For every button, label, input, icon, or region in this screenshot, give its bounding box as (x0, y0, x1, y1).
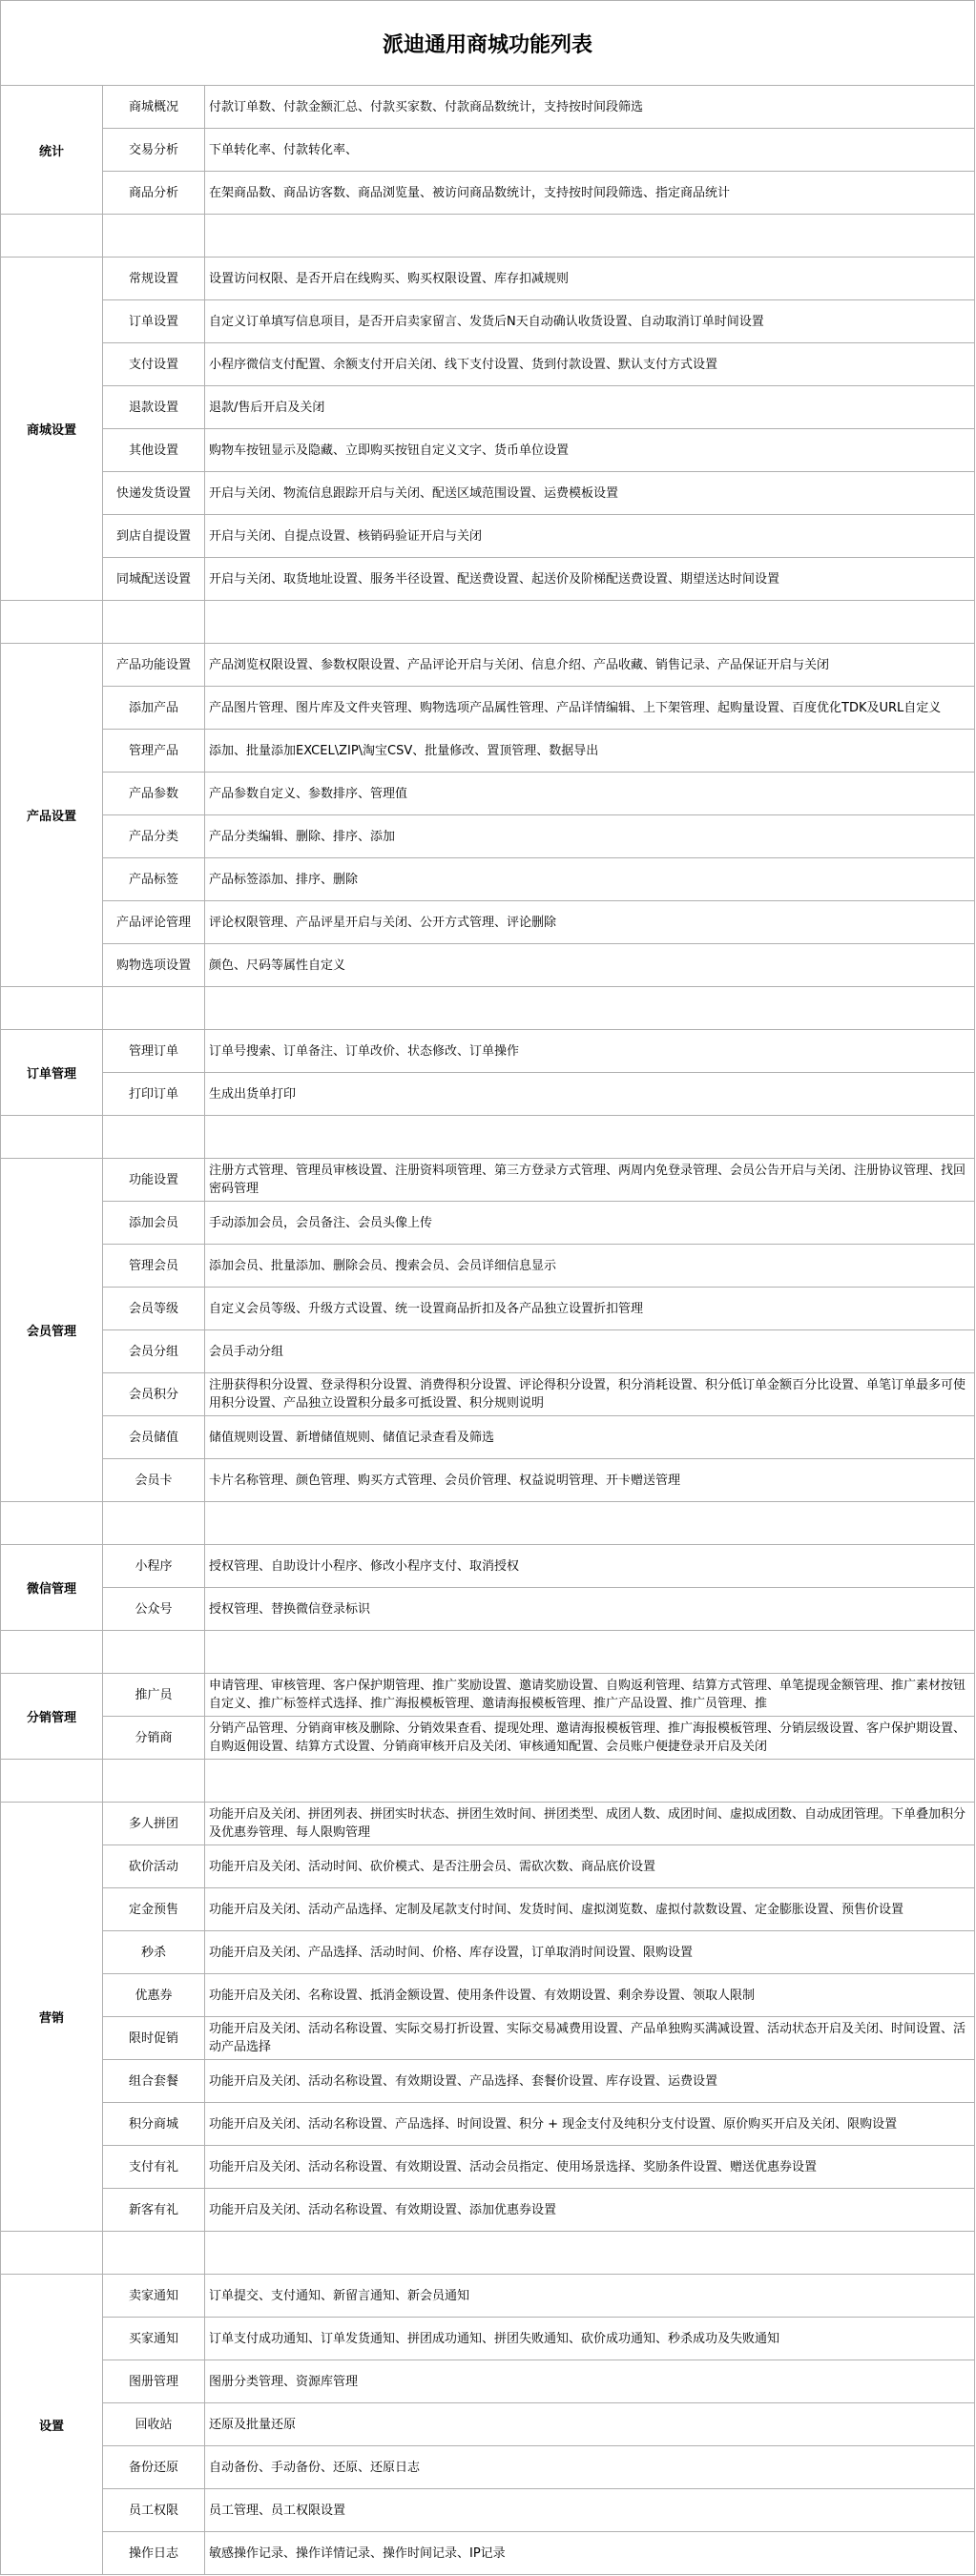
empty-cell (205, 1760, 974, 1802)
description-cell: 手动添加会员，会员备注、会员头像上传 (209, 1215, 433, 1230)
description-cell: 生成出货单打印 (209, 1086, 297, 1102)
table-row (0, 1330, 975, 1373)
module-cell: 常规设置 (103, 258, 205, 299)
table-row (0, 2060, 975, 2103)
module-cell: 多人拼团 (103, 1803, 205, 1844)
module-cell: 管理订单 (103, 1030, 205, 1072)
module-cell: 买家通知 (103, 2318, 205, 2360)
module-cell: 推广员 (103, 1674, 205, 1716)
spacer-row (0, 1631, 975, 1674)
description-cell: 敏感操作记录、操作详情记录、操作时间记录、IP记录 (209, 2545, 506, 2561)
module-cell: 限时促销 (103, 2017, 205, 2059)
table-row (0, 1073, 975, 1116)
spacer-row (0, 1116, 975, 1159)
empty-cell (205, 1116, 974, 1158)
empty-cell (1, 1502, 103, 1544)
empty-cell (103, 1631, 205, 1673)
table-row (0, 1416, 975, 1459)
empty-cell (205, 1631, 974, 1673)
table-row (0, 1459, 975, 1502)
module-cell: 功能设置 (103, 1159, 205, 1201)
module-cell: 员工权限 (103, 2489, 205, 2531)
spacer-row (0, 1760, 975, 1803)
table-row (0, 773, 975, 815)
description-cell: 功能开启及关闭、活动名称设置、有效期设置、活动会员指定、使用场景选择、奖励条件设置、赠送优惠券设置 (209, 2159, 818, 2174)
table-row (0, 2489, 975, 2532)
description-cell: 自定义会员等级、升级方式设置、统一设置商品折扣及各产品独立设置折扣管理 (209, 1301, 644, 1316)
module-cell: 分销商 (103, 1717, 205, 1759)
spacer-row (0, 987, 975, 1030)
description-cell: 功能开启及关闭、活动名称设置、产品选择、时间设置、积分 + 现金支付及纯积分支付设置、原价购买开启及关闭、限购设置 (209, 2116, 898, 2132)
empty-cell (103, 1502, 205, 1544)
description-cell: 开启与关闭、物流信息跟踪开启与关闭、配送区域范围设置、运费模板设置 (209, 485, 619, 501)
description-cell: 评论权限管理、产品评星开启与关闭、公开方式管理、评论删除 (209, 915, 557, 930)
empty-cell (205, 601, 974, 643)
empty-cell (103, 1116, 205, 1158)
table-row (0, 901, 975, 944)
module-cell: 交易分析 (103, 129, 205, 171)
table-row (0, 86, 975, 129)
description-cell: 添加、批量添加EXCEL\ZIP\淘宝CSV、批量修改、置顶管理、数据导出 (209, 743, 599, 758)
module-cell: 组合套餐 (103, 2060, 205, 2102)
description-cell: 自定义订单填写信息项目，是否开启卖家留言、发货后N天自动确认收货设置、自动取消订单时间设置 (209, 314, 764, 329)
description-cell: 功能开启及关闭、活动名称设置、实际交易打折设置、实际交易减费用设置、产品单独购买满减设置、活动状态开启及关闭、时间设置、活动产品选择 (209, 2022, 966, 2054)
table-row (0, 258, 975, 300)
table-row (0, 1931, 975, 1974)
module-cell: 图册管理 (103, 2360, 205, 2402)
description-cell: 在架商品数、商品访客数、商品浏览量、被访问商品数统计，支持按时间段筛选、指定商品统计 (209, 185, 731, 200)
description-cell: 订单提交、支付通知、新留言通知、新会员通知 (209, 2288, 470, 2303)
description-cell: 授权管理、替换微信登录标识 (209, 1601, 371, 1617)
table-row (0, 1245, 975, 1288)
description-cell: 产品分类编辑、删除、排序、添加 (209, 829, 396, 844)
spacer-row (0, 1502, 975, 1545)
module-cell: 会员卡 (103, 1459, 205, 1501)
table-row (0, 815, 975, 858)
module-cell: 打印订单 (103, 1073, 205, 1115)
table-row (0, 2103, 975, 2146)
table-row (0, 1974, 975, 2017)
category-label: 商城设置 (0, 258, 103, 601)
description-cell: 授权管理、自助设计小程序、修改小程序支付、取消授权 (209, 1558, 520, 1574)
empty-cell (1, 1760, 103, 1802)
table-row (0, 687, 975, 730)
category-label: 营销 (0, 1803, 103, 2232)
empty-cell (205, 987, 974, 1029)
module-cell: 订单设置 (103, 300, 205, 342)
table-row (0, 2189, 975, 2232)
table-row (0, 730, 975, 773)
module-cell: 会员分组 (103, 1330, 205, 1372)
module-cell: 快递发货设置 (103, 472, 205, 514)
module-cell: 会员积分 (103, 1373, 205, 1415)
description-cell: 功能开启及关闭、活动名称设置、有效期设置、产品选择、套餐价设置、库存设置、运费设置 (209, 2073, 718, 2089)
table-row (0, 1674, 975, 1717)
table-row (0, 515, 975, 558)
description-cell: 自动备份、手动备份、还原、还原日志 (209, 2460, 421, 2475)
module-cell: 新客有礼 (103, 2189, 205, 2231)
table-row (0, 2275, 975, 2318)
description-cell: 添加会员、批量添加、删除会员、搜索会员、会员详细信息显示 (209, 1258, 557, 1273)
description-cell: 功能开启及关闭、拼团列表、拼团实时状态、拼团生效时间、拼团类型、成团人数、成团时间、虚拟成团数、自动成团管理。下单叠加积分及优惠券管理、每人限购管理 (209, 1807, 966, 1840)
table-row (0, 1030, 975, 1073)
description-cell: 产品图片管理、图片库及文件夹管理、购物选项产品属性管理、产品详情编辑、上下架管理、起购量设置、百度优化TDK及URL自定义 (209, 700, 942, 715)
module-cell: 积分商城 (103, 2103, 205, 2145)
description-cell: 注册获得积分设置、登录得积分设置、消费得积分设置、评论得积分设置，积分消耗设置、积分低订单金额百分比设置、单笔订单最多可使用积分设置、产品独立设置积分最多可抵设置、积分规则说明 (209, 1378, 966, 1411)
table-row (0, 129, 975, 172)
empty-cell (1, 1116, 103, 1158)
module-cell: 产品功能设置 (103, 644, 205, 686)
category-label: 订单管理 (0, 1030, 103, 1116)
table-row (0, 858, 975, 901)
table-row (0, 644, 975, 687)
category-label: 设置 (0, 2275, 103, 2575)
module-cell: 添加产品 (103, 687, 205, 729)
description-cell: 会员手动分组 (209, 1344, 284, 1359)
empty-cell (103, 601, 205, 643)
category-label: 产品设置 (0, 644, 103, 987)
empty-cell (103, 1760, 205, 1802)
module-cell: 产品标签 (103, 858, 205, 900)
description-cell: 功能开启及关闭、名称设置、抵消金额设置、使用条件设置、有效期设置、剩余券设置、领取人限制 (209, 1988, 756, 2003)
table-row (0, 1588, 975, 1631)
module-cell: 支付有礼 (103, 2146, 205, 2188)
description-cell: 产品参数自定义、参数排序、管理值 (209, 786, 408, 801)
table-row (0, 944, 975, 987)
module-cell: 会员储值 (103, 1416, 205, 1458)
description-cell: 订单号搜索、订单备注、订单改价、状态修改、订单操作 (209, 1043, 520, 1059)
table-row (0, 2318, 975, 2360)
module-cell: 添加会员 (103, 1202, 205, 1244)
empty-cell (103, 987, 205, 1029)
empty-cell (103, 215, 205, 257)
description-cell: 付款订单数、付款金额汇总、付款买家数、付款商品数统计，支持按时间段筛选 (209, 99, 644, 114)
table-row (0, 1373, 975, 1416)
description-cell: 购物车按钮显示及隐藏、立即购买按钮自定义文字、货币单位设置 (209, 443, 570, 458)
description-cell: 产品标签添加、排序、删除 (209, 872, 359, 887)
module-cell: 公众号 (103, 1588, 205, 1630)
spacer-row (0, 215, 975, 258)
table-row (0, 2532, 975, 2575)
category-label: 分销管理 (0, 1674, 103, 1760)
table-row (0, 300, 975, 343)
description-cell: 储值规则设置、新增储值规则、储值记录查看及筛选 (209, 1430, 495, 1445)
spacer-row (0, 2232, 975, 2275)
description-cell: 开启与关闭、取货地址设置、服务半径设置、配送费设置、起送价及阶梯配送费设置、期望送达时间设置 (209, 571, 780, 587)
table-row (0, 1717, 975, 1760)
table-row (0, 2146, 975, 2189)
module-cell: 商城概况 (103, 86, 205, 128)
module-cell: 会员等级 (103, 1288, 205, 1329)
description-cell: 功能开启及关闭、活动产品选择、定制及尾款支付时间、发货时间、虚拟浏览数、虚拟付款数设置、定金膨胀设置、预售价设置 (209, 1902, 904, 1917)
module-cell: 回收站 (103, 2403, 205, 2445)
description-cell: 产品浏览权限设置、参数权限设置、产品评论开启与关闭、信息介绍、产品收藏、销售记录、产品保证开启与关闭 (209, 657, 830, 672)
module-cell: 产品分类 (103, 815, 205, 857)
table-row (0, 429, 975, 472)
table-row (0, 1159, 975, 1202)
module-cell: 管理会员 (103, 1245, 205, 1287)
table-row (0, 1545, 975, 1588)
category-label: 微信管理 (0, 1545, 103, 1631)
page-title: 派迪通用商城功能列表 (0, 0, 975, 86)
module-cell: 其他设置 (103, 429, 205, 471)
spacer-row (0, 601, 975, 644)
table-row (0, 472, 975, 515)
module-cell: 定金预售 (103, 1888, 205, 1930)
module-cell: 退款设置 (103, 386, 205, 428)
module-cell: 砍价活动 (103, 1845, 205, 1887)
table-row (0, 2017, 975, 2060)
module-cell: 卖家通知 (103, 2275, 205, 2317)
category-label: 会员管理 (0, 1159, 103, 1502)
category-label: 统计 (0, 86, 103, 215)
module-cell: 到店自提设置 (103, 515, 205, 557)
module-cell: 支付设置 (103, 343, 205, 385)
description-cell: 功能开启及关闭、活动时间、砍价模式、是否注册会员、需砍次数、商品底价设置 (209, 1859, 656, 1874)
empty-cell (205, 1502, 974, 1544)
table-row (0, 172, 975, 215)
description-cell: 开启与关闭、自提点设置、核销码验证开启与关闭 (209, 528, 483, 544)
description-cell: 功能开启及关闭、活动名称设置、有效期设置、添加优惠券设置 (209, 2202, 557, 2217)
module-cell: 产品评论管理 (103, 901, 205, 943)
description-cell: 还原及批量还原 (209, 2417, 297, 2432)
module-cell: 同城配送设置 (103, 558, 205, 600)
empty-cell (205, 2232, 974, 2274)
empty-cell (1, 1631, 103, 1673)
description-cell: 下单转化率、付款转化率、 (209, 142, 359, 157)
description-cell: 功能开启及关闭、产品选择、活动时间、价格、库存设置，订单取消时间设置、限购设置 (209, 1945, 694, 1960)
table-row (0, 1288, 975, 1330)
module-cell: 小程序 (103, 1545, 205, 1587)
table-row (0, 558, 975, 601)
module-cell: 优惠券 (103, 1974, 205, 2016)
module-cell: 管理产品 (103, 730, 205, 772)
description-cell: 颜色、尺码等属性自定义 (209, 958, 346, 973)
module-cell: 产品参数 (103, 773, 205, 814)
table-row (0, 1202, 975, 1245)
empty-cell (103, 2232, 205, 2274)
empty-cell (1, 987, 103, 1029)
description-cell: 员工管理、员工权限设置 (209, 2503, 346, 2518)
description-cell: 注册方式管理、管理员审核设置、注册资料项管理、第三方登录方式管理、两周内免登录管理、会员公告开启与关闭、注册协议管理、找回密码管理 (209, 1164, 966, 1196)
empty-cell (205, 215, 974, 257)
description-cell: 卡片名称管理、颜色管理、购买方式管理、会员价管理、权益说明管理、开卡赠送管理 (209, 1473, 681, 1488)
description-cell: 订单支付成功通知、订单发货通知、拼团成功通知、拼团失败通知、砍价成功通知、秒杀成功及失败通知 (209, 2331, 780, 2346)
description-cell: 图册分类管理、资源库管理 (209, 2374, 359, 2389)
description-cell: 分销产品管理、分销商审核及删除、分销效果查看、提现处理、邀请海报模板管理、推广海报模板管理、分销层级设置、客户保护期设置、自购返佣设置、结算方式设置、分销商审核开启及关闭、审核通知配置、会员账户便捷登录开启及关闭 (209, 1721, 966, 1754)
module-cell: 购物选项设置 (103, 944, 205, 986)
table-row (0, 1888, 975, 1931)
table-row (0, 2360, 975, 2403)
empty-cell (1, 2232, 103, 2274)
module-cell: 秒杀 (103, 1931, 205, 1973)
description-cell: 申请管理、审核管理、客户保护期管理、推广奖励设置、邀请奖励设置、自购返利管理、结算方式管理、单笔提现金额管理、推广素材按钮自定义、推广标签样式选择、推广海报模板管理、邀请海报模板管理、推广产品设置、推广员管理、推 (209, 1679, 966, 1711)
table-row (0, 1845, 975, 1888)
table-row (0, 1803, 975, 1845)
table-row (0, 2446, 975, 2489)
description-cell: 小程序微信支付配置、余额支付开启关闭、线下支付设置、货到付款设置、默认支付方式设置 (209, 357, 718, 372)
empty-cell (1, 215, 103, 257)
module-cell: 备份还原 (103, 2446, 205, 2488)
description-cell: 退款/售后开启及关闭 (209, 400, 325, 415)
table-row (0, 386, 975, 429)
empty-cell (1, 601, 103, 643)
table-row (0, 343, 975, 386)
module-cell: 商品分析 (103, 172, 205, 214)
module-cell: 操作日志 (103, 2532, 205, 2574)
description-cell: 设置访问权限、是否开启在线购买、购买权限设置、库存扣减规则 (209, 271, 570, 286)
table-row (0, 2403, 975, 2446)
